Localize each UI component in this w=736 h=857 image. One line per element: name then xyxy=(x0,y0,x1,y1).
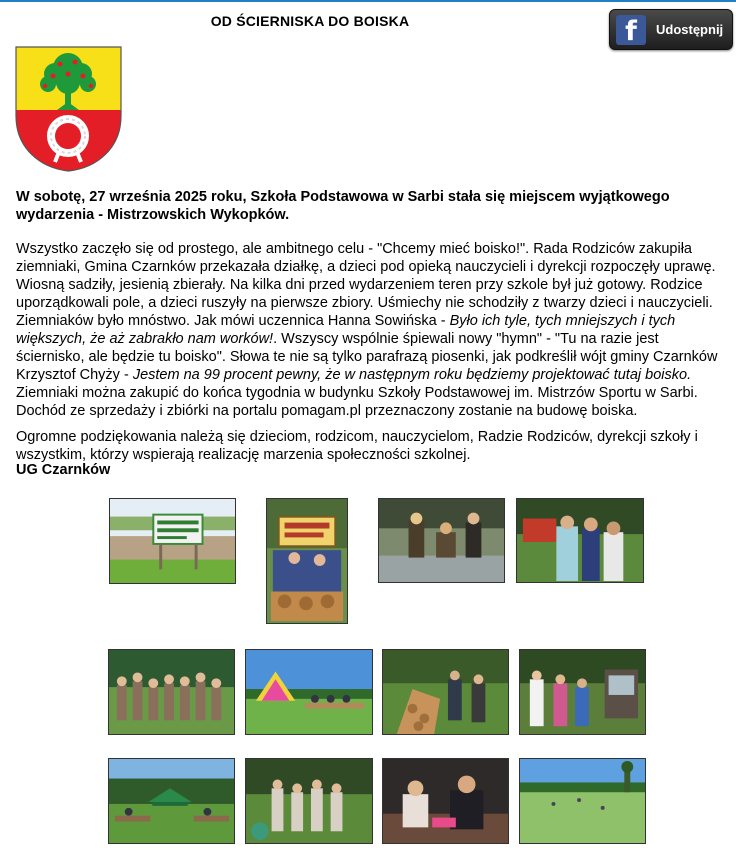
page-title: OD ŚCIERNISKA DO BOISKA xyxy=(210,13,410,29)
gallery-photo[interactable] xyxy=(519,649,646,735)
gallery-photo[interactable] xyxy=(245,758,373,844)
quote-student: Było ich tyle, tych mniejszych i tych większych, że aż zabrakło nam worków! xyxy=(16,313,676,347)
facebook-icon: f xyxy=(616,15,646,45)
body-paragraph-1 xyxy=(16,240,728,420)
gallery-photo[interactable] xyxy=(245,649,373,735)
gallery-photo[interactable] xyxy=(266,498,348,624)
signature: UG Czarnków xyxy=(16,462,111,478)
gallery-photo[interactable] xyxy=(108,649,235,735)
quote-mayor: Jestem na 99 procent pewny, że w następnym roku będziemy projektować tutaj boisko. xyxy=(132,367,692,383)
facebook-share-button[interactable] xyxy=(609,9,733,50)
gallery-photo[interactable] xyxy=(519,758,646,844)
gallery-photo[interactable] xyxy=(382,649,509,735)
paragraph-text: . Wszyscy wspólnie śpiewali nowy "hymn" - "Tu na razie jest ściernisko, ale będzie tu boisko". Słowa te nie są tylko parafrazą piosenki, jak podkreślił wójt gminy Czarnków Krzysztof Chyży - xyxy=(16,331,718,383)
paragraph-text: Ziemniaki można zakupić do końca tygodnia w budynku Szkoły Podstawowej im. Mistrzów Sportu w Sarbi. Dochód ze sprzedaży i zbiórki na portalu pomagam.pl przeznaczony zostanie na budowę boiska. xyxy=(16,385,698,419)
gallery-photo[interactable] xyxy=(108,758,235,844)
lead-paragraph: W sobotę, 27 września 2025 roku, Szkoła Podstawowa w Sarbi stała się miejscem wyjątkowego wydarzenia - Mistrzowskich Wykopków. xyxy=(16,189,670,223)
gallery-photo[interactable] xyxy=(382,758,509,844)
gallery-photo[interactable] xyxy=(516,498,644,583)
coat-of-arms xyxy=(15,46,122,172)
gallery-photo[interactable] xyxy=(378,498,505,583)
gallery-photo[interactable] xyxy=(109,498,236,584)
paragraph-text: Wszystko zaczęło się od prostego, ale ambitnego celu - "Chcemy mieć boisko!". Rada Rodziców zakupiła ziemniaki, Gmina Czarnków przekazała działkę, a dzieci pod opieką nauczycieli i dyrekcji rozpoczęły uprawę. Wiosną sadziły, jesienią zbierały. Na kilka dni przed wydarzeniem teren przy szkole był już gotowy. Rodzice uporządkowali pole, a dzieci ruszyły na pierwsze zbiory. Uśmiechy nie schodziły z twarzy dzieci i nauczycieli. Ziemniaków było mnóstwo. Jak mówi uczennica Hanna Sowińska - xyxy=(16,241,716,329)
top-border xyxy=(0,0,736,2)
body-paragraph-2: Ogromne podziękowania należą się dzieciom, rodzicom, nauczycielom, Radzie Rodziców, dyrekcji szkoły i wszystkim, którzy wspierają realizację marzenia społeczności szkolnej. xyxy=(16,429,698,463)
share-label: Udostępnij xyxy=(656,22,724,37)
